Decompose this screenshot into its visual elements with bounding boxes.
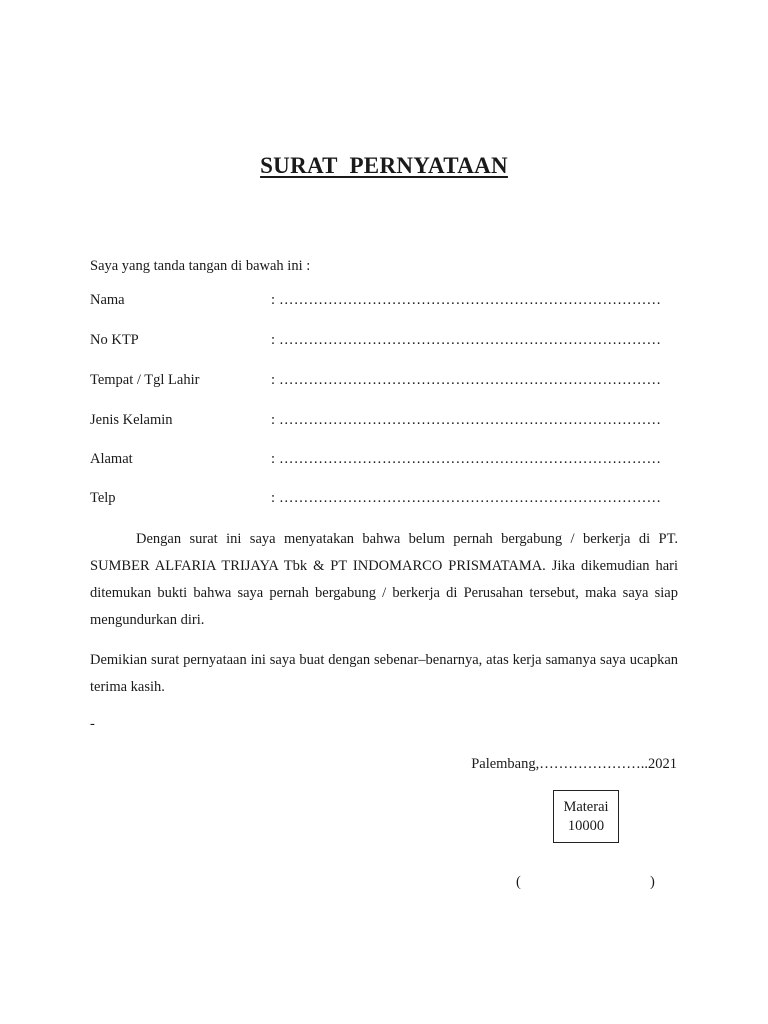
field-label: Tempat / Tgl Lahir <box>90 372 200 388</box>
materai-label: Materai <box>563 799 609 815</box>
field-label: Alamat <box>90 451 133 467</box>
document-title: SURAT PERNYATAAN <box>260 153 508 178</box>
field-jenis-kelamin <box>90 412 680 432</box>
closing-paragraph: Demikian surat pernyataan ini saya buat dengan sebenar–benarnya, atas kerja samanya saya ucapkan terima kasih. <box>90 652 678 695</box>
field-nama <box>90 292 680 312</box>
field-no-ktp <box>90 332 680 352</box>
field-telp <box>90 490 680 510</box>
materai-value: 10000 <box>567 818 605 834</box>
statement-paragraph: Dengan surat ini saya menyatakan bahwa belum pernah bergabung / berkerja di PT. SUMBER ALFARIA TRIJAYA Tbk & PT INDOMARCO PRISMATAMA. Jika dikemudian hari ditemukan bukti bahwa saya pernah bergabung / berkerja di Perusahan tersebut, maka saya siap mengundurkan diri. <box>90 531 678 628</box>
field-dotted-line: : …………………………………………………………………… <box>271 490 662 506</box>
field-dotted-line: : …………………………………………………………………… <box>271 292 662 308</box>
intro-text: Saya yang tanda tangan di bawah ini : <box>90 258 311 274</box>
signature-open-paren: ( <box>516 874 521 890</box>
field-alamat <box>90 451 680 471</box>
field-label: Telp <box>90 490 116 506</box>
field-label: No KTP <box>90 332 139 348</box>
field-tempat-tgl-lahir <box>90 372 680 392</box>
field-label: Jenis Kelamin <box>90 412 173 428</box>
field-dotted-line: : …………………………………………………………………… <box>271 412 662 428</box>
field-dotted-line: : …………………………………………………………………… <box>271 451 662 467</box>
field-dotted-line: : …………………………………………………………………… <box>271 372 662 388</box>
field-label: Nama <box>90 292 125 308</box>
materai-stamp-box <box>553 790 619 843</box>
dash-mark: - <box>90 716 95 732</box>
signature-close-paren: ) <box>650 874 655 890</box>
place-date-line: Palembang,…………………..2021 <box>471 756 677 772</box>
field-dotted-line: : …………………………………………………………………… <box>271 332 662 348</box>
